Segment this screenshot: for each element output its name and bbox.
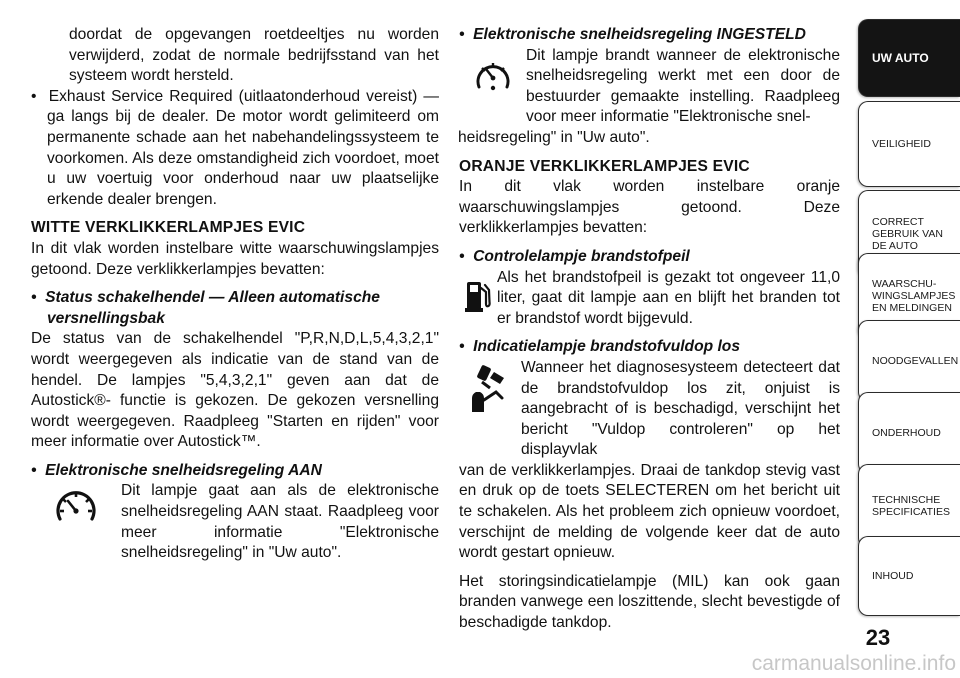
fuel-cap-text-continued: van de verklikkerlampjes. Draai de tankdop stevig vast en druk op de toets SELECTEREN om het bericht uit te schakelen. Als het probleem zich opnieuw voordoet, verschijnt de melding de volgende keer dat de auto wordt gestart opnieuw. bbox=[459, 461, 840, 562]
white-lamps-intro: In dit vlak worden instelbare witte waarschuwingslampjes getoond. Deze verklikkerlampjes bevatten: bbox=[31, 239, 439, 278]
dpf-continuation-paragraph: doordat de opgevangen roetdeeltjes nu worden verwijderd, zodat de normale bedrijfsstand van het systeem wordt hersteld. bbox=[69, 26, 439, 85]
orange-lamps-heading: ORANJE VERKLIKKERLAMPJES EVIC bbox=[459, 157, 750, 175]
gear-status-text: De status van de schakelhendel "P,R,N,D,L,5,4,3,2,1" wordt weergegeven als indicatie van de stand van de hendel. De lampjes "5,4,3,2,1" geven aan dat de Autostick®- functie is gekozen. De gekozen versnelling wordt weergegeven. Raadpleeg "Starten en rijden" voor meer informatie over Autostick™. bbox=[31, 330, 439, 451]
fuel-level-title bbox=[459, 247, 840, 268]
fuel-level-text: Als het brandstofpeil is gezakt tot ongeveer 11,0 liter, gaat dit lampje aan en blijft het branden tot er brandstof wordt bijgevuld. bbox=[497, 268, 840, 327]
bullet-mark: • bbox=[459, 247, 465, 265]
page-number: 23 bbox=[865, 625, 891, 650]
bullet-mark: • bbox=[31, 461, 37, 479]
bullet-mark: • bbox=[31, 87, 37, 105]
gear-status-title-line2: versnellingsbak bbox=[47, 309, 165, 327]
white-lamps-heading: WITTE VERKLIKKERLAMPJES EVIC bbox=[31, 219, 306, 237]
speedometer-set-icon bbox=[459, 46, 526, 94]
fuel-cap-loose-icon bbox=[459, 358, 521, 414]
tab-inhoud[interactable] bbox=[858, 536, 960, 616]
fuel-cap-item bbox=[459, 358, 840, 461]
mil-paragraph: Het storingsindicatielampje (MIL) kan ook gaan branden vanwege een loszittende, slecht bevestigde of beschadigde tankdop. bbox=[459, 572, 840, 632]
tab-uw-auto[interactable] bbox=[858, 19, 960, 97]
gear-status-title-line1: Status schakelhendel — Alleen automatische bbox=[45, 289, 380, 307]
exhaust-service-bullet bbox=[31, 87, 439, 211]
fuel-level-title-text: Controlelampje brandstofpeil bbox=[473, 247, 690, 265]
fuel-cap-title-text: Indicatielampje brandstofvuldop los bbox=[473, 338, 741, 356]
cruise-set-text: Dit lampje brandt wanneer de elektronische snelheidsregeling werkt met een door de bestuurder gemaakte instelling. Raadpleeg voor meer informatie "Elektronische snel- bbox=[526, 46, 840, 126]
watermark-text: carmanualsonline.info bbox=[751, 652, 956, 675]
exhaust-service-text: Exhaust Service Required (uitlaatonderhoud vereist) — ga langs bij de dealer. De motor wordt gelimiteerd om permanente schade aan het nabehandelingssysteem te voorkomen. Als deze omstandigheid zich voordoet, moet u uw voertuig voor onderhoud naar uw plaatselijke erkende dealer brengen. bbox=[47, 87, 439, 208]
cruise-on-title bbox=[31, 461, 439, 482]
tab-onderhoud[interactable] bbox=[858, 392, 960, 474]
speedometer-icon bbox=[31, 481, 121, 525]
tab-label: WAARSCHU- WINGSLAMPJES EN MELDINGEN bbox=[872, 278, 956, 314]
tab-label: INHOUD bbox=[872, 570, 914, 582]
cruise-on-item bbox=[31, 481, 439, 563]
cruise-set-title bbox=[459, 25, 840, 46]
right-column bbox=[459, 25, 840, 634]
tab-label: VEILIGHEID bbox=[872, 138, 931, 150]
cruise-on-title-text: Elektronische snelheidsregeling AAN bbox=[45, 461, 322, 479]
tab-veiligheid[interactable] bbox=[858, 101, 960, 187]
tab-label: ONDERHOUD bbox=[872, 427, 941, 439]
fuel-pump-icon bbox=[459, 268, 497, 312]
gear-status-title bbox=[31, 288, 439, 309]
bullet-mark: • bbox=[459, 338, 465, 356]
cruise-set-title-text: Elektronische snelheidsregeling INGESTELD bbox=[473, 26, 806, 43]
tab-label: UW AUTO bbox=[872, 51, 929, 65]
fuel-cap-title bbox=[459, 337, 840, 358]
bullet-mark: • bbox=[31, 289, 37, 307]
tab-noodgevallen[interactable] bbox=[858, 320, 960, 402]
fuel-level-item bbox=[459, 268, 840, 330]
cruise-set-item bbox=[459, 46, 840, 128]
bullet-mark: • bbox=[459, 26, 465, 43]
left-column bbox=[31, 25, 439, 564]
cruise-set-text-continued: heidsregeling" in "Uw auto". bbox=[458, 128, 650, 146]
fuel-cap-text: Wanneer het diagnosesysteem detecteert dat de brandstofvuldop los zit, onjuist is aangebracht of is beschadigd, verschijnt het bericht "Vuldop controleren" op het displayvlak bbox=[521, 358, 840, 459]
tab-label: NOODGEVALLEN bbox=[872, 355, 959, 367]
tab-label: CORRECT GEBRUIK VAN DE AUTO bbox=[872, 216, 943, 252]
cruise-on-text: Dit lampje gaat aan als de elektronische snelheidsregeling AAN staat. Raadpleeg voor meer informatie "Elektronische snelheidsregeling" in "Uw auto". bbox=[121, 482, 439, 562]
orange-lamps-intro: In dit vlak worden instelbare oranje waarschuwingslampjes getoond. Deze verklikkerlampjes bevatten: bbox=[459, 178, 840, 237]
tab-label: TECHNISCHE SPECIFICATIES bbox=[872, 494, 950, 518]
